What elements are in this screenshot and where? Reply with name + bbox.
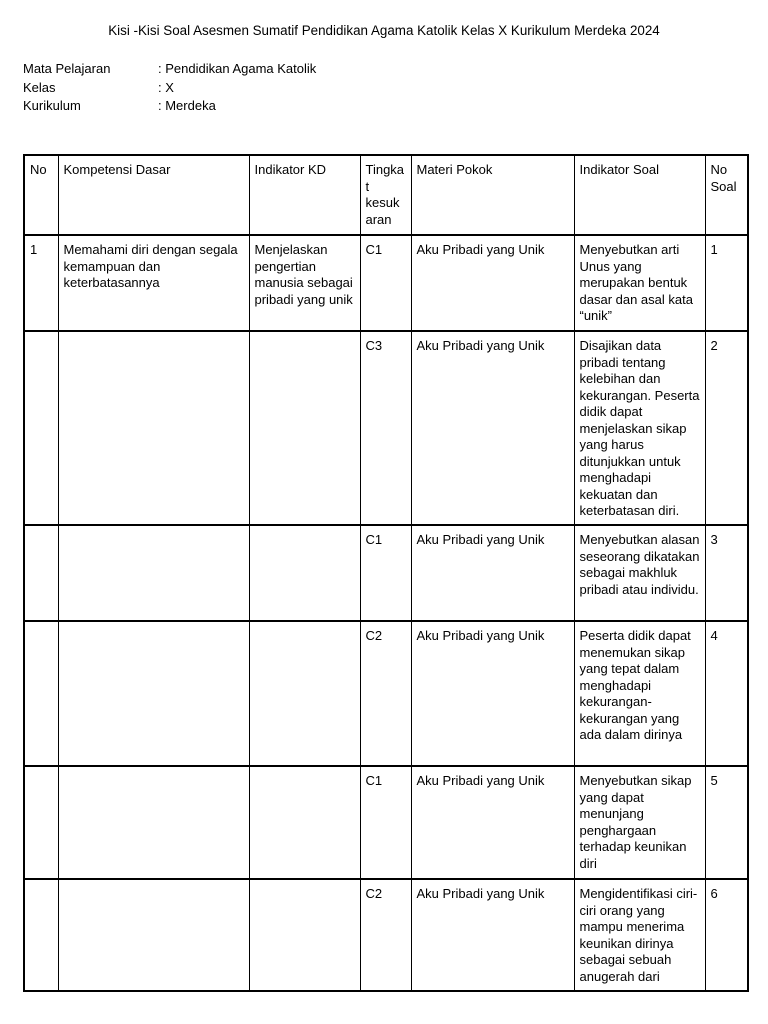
cell-no-soal: 4 bbox=[705, 621, 748, 766]
cell-no-soal: 2 bbox=[705, 331, 748, 525]
table-row bbox=[24, 766, 748, 879]
cell-indikator-kd bbox=[249, 525, 360, 621]
cell-no bbox=[24, 879, 58, 991]
cell-materi: Aku Pribadi yang Unik bbox=[411, 879, 574, 991]
cell-indikator-kd bbox=[249, 331, 360, 525]
cell-kompetensi-dasar bbox=[58, 525, 249, 621]
cell-indikator-kd bbox=[249, 621, 360, 766]
cell-materi: Aku Pribadi yang Unik bbox=[411, 235, 574, 331]
cell-tingkat: C1 bbox=[360, 766, 411, 879]
header-materi-pokok: Materi Pokok bbox=[411, 155, 574, 235]
meta-key: Kelas bbox=[23, 79, 56, 95]
meta-row-curriculum bbox=[23, 98, 316, 117]
meta-key: Kurikulum bbox=[23, 98, 81, 113]
cell-no-soal: 1 bbox=[705, 235, 748, 331]
table-row bbox=[24, 879, 748, 991]
cell-kompetensi-dasar: Memahami diri dengan segala kemampuan dan keterbatasannya bbox=[58, 235, 249, 331]
header-indikator-kd: Indikator KD bbox=[249, 155, 360, 235]
cell-tingkat: C2 bbox=[360, 621, 411, 766]
meta-info bbox=[23, 61, 316, 117]
cell-kompetensi-dasar bbox=[58, 766, 249, 879]
cell-indikator-kd bbox=[249, 766, 360, 879]
cell-tingkat: C3 bbox=[360, 331, 411, 525]
cell-materi: Aku Pribadi yang Unik bbox=[411, 766, 574, 879]
header-no: No bbox=[24, 155, 58, 235]
table-row bbox=[24, 235, 748, 331]
kisi-kisi-table bbox=[23, 154, 749, 992]
cell-indikator-soal: Menyebutkan sikap yang dapat menunjang penghargaan terhadap keunikan diri bbox=[574, 766, 705, 879]
meta-row-class bbox=[23, 80, 316, 99]
document-title: Kisi -Kisi Soal Asesmen Sumatif Pendidikan Agama Katolik Kelas X Kurikulum Merdeka 2024 bbox=[108, 23, 660, 38]
table-row bbox=[24, 621, 748, 766]
cell-no bbox=[24, 331, 58, 525]
cell-no-soal: 5 bbox=[705, 766, 748, 879]
cell-indikator-soal: Menyebutkan arti Unus yang merupakan bentuk dasar dan asal kata “unik” bbox=[574, 235, 705, 331]
table-row bbox=[24, 331, 748, 525]
cell-indikator-soal: Disajikan data pribadi tentang kelebihan dan kekurangan. Peserta didik dapat menjelaskan sikap yang harus ditunjukkan untuk menghadapi kekuatan dan keterbatasan diri. bbox=[574, 331, 705, 525]
cell-indikator-kd bbox=[249, 879, 360, 991]
cell-no bbox=[24, 525, 58, 621]
table-row bbox=[24, 525, 748, 621]
header-tingkat-kesukaran: Tingkat kesukaran bbox=[360, 155, 411, 235]
cell-tingkat: C1 bbox=[360, 525, 411, 621]
cell-materi: Aku Pribadi yang Unik bbox=[411, 621, 574, 766]
cell-materi: Aku Pribadi yang Unik bbox=[411, 331, 574, 525]
cell-tingkat: C2 bbox=[360, 879, 411, 991]
header-kompetensi-dasar: Kompetensi Dasar bbox=[58, 155, 249, 235]
cell-no-soal: 3 bbox=[705, 525, 748, 621]
cell-no: 1 bbox=[24, 235, 58, 331]
table-header-row bbox=[24, 155, 748, 235]
cell-kompetensi-dasar bbox=[58, 621, 249, 766]
cell-indikator-soal: Mengidentifikasi ciri-ciri orang yang mampu menerima keunikan dirinya sebagai sebuah anugerah dari bbox=[574, 879, 705, 991]
cell-tingkat: C1 bbox=[360, 235, 411, 331]
cell-no bbox=[24, 766, 58, 879]
cell-no-soal: 6 bbox=[705, 879, 748, 991]
meta-value: : Pendidikan Agama Katolik bbox=[158, 61, 317, 76]
cell-no bbox=[24, 621, 58, 766]
meta-row-subject bbox=[23, 61, 316, 80]
meta-value: : X bbox=[158, 79, 174, 95]
cell-kompetensi-dasar bbox=[58, 879, 249, 991]
header-indikator-soal: Indikator Soal bbox=[574, 155, 705, 235]
header-no-soal: No Soal bbox=[705, 155, 748, 235]
cell-kompetensi-dasar bbox=[58, 331, 249, 525]
meta-key: Mata Pelajaran bbox=[23, 61, 111, 76]
cell-indikator-soal: Menyebutkan alasan seseorang dikatakan sebagai makhluk pribadi atau individu. bbox=[574, 525, 705, 621]
meta-value: : Merdeka bbox=[158, 98, 216, 113]
cell-indikator-soal: Peserta didik dapat menemukan sikap yang tepat dalam menghadapi kekurangan-kekurangan yang ada dalam dirinya bbox=[574, 621, 705, 766]
cell-materi: Aku Pribadi yang Unik bbox=[411, 525, 574, 621]
cell-indikator-kd: Menjelaskan pengertian manusia sebagai pribadi yang unik bbox=[249, 235, 360, 331]
